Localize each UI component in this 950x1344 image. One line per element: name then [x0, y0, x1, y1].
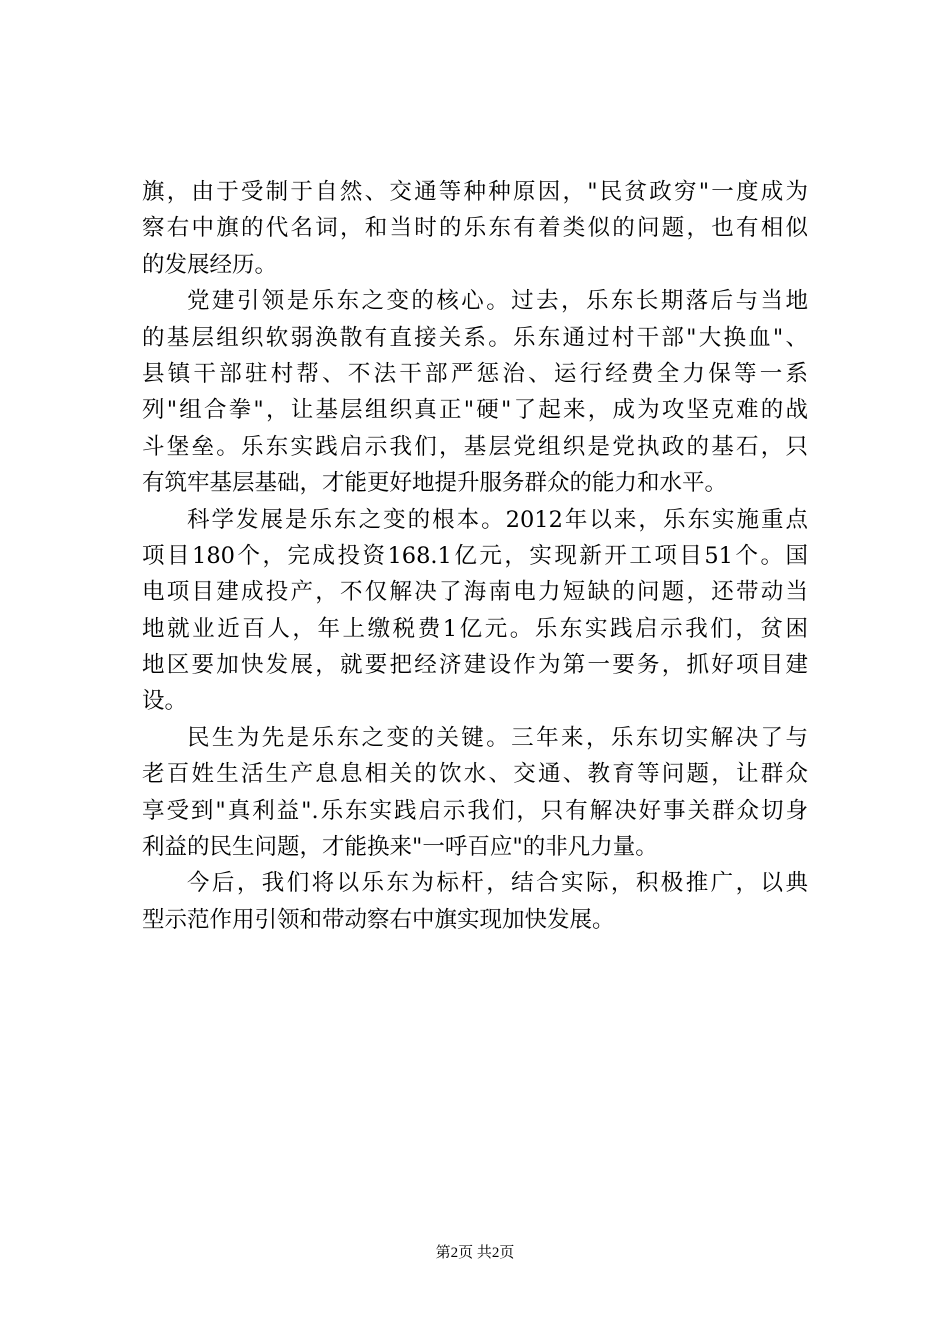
text-line: 旗，由于受制于自然、交通等种种原因，"民贫政穷"一度成为	[142, 179, 808, 205]
text-line: 地就业近百人，年上缴税费1亿元。乐东实践启示我们，贫困	[142, 615, 808, 642]
text-line: 斗堡垒。乐东实践启示我们，基层党组织是党执政的基石，只	[142, 433, 808, 460]
text-line: 的发展经历。	[142, 251, 278, 278]
text-line: 列"组合拳"，让基层组织真正"硬"了起来，成为攻坚克难的战	[142, 397, 808, 424]
text-line: 享受到"真利益".乐东实践启示我们，只有解决好事关群众切身	[142, 797, 808, 824]
text-line: 老百姓生活生产息息相关的饮水、交通、教育等问题，让群众	[142, 761, 808, 788]
document-body	[142, 174, 808, 938]
text-line: 电项目建成投产，不仅解决了海南电力短缺的问题，还带动当	[142, 579, 808, 606]
page-number-footer: 第2页 共2页	[435, 1245, 515, 1261]
text-line: 察右中旗的代名词，和当时的乐东有着类似的问题，也有相似	[142, 215, 808, 242]
text-line: 地区要加快发展，就要把经济建设作为第一要务，抓好项目建	[142, 652, 808, 679]
text-line: 县镇干部驻村帮、不法干部严惩治、运行经费全力保等一系	[142, 360, 808, 387]
paragraph-start-line: 党建引领是乐东之变的核心。过去，乐东长期落后与当地	[187, 288, 808, 315]
paragraph-start-line: 今后，我们将以乐东为标杆，结合实际，积极推广，以典	[187, 870, 808, 897]
text-line: 型示范作用引领和带动察右中旗实现加快发展。	[142, 906, 615, 933]
text-line: 设。	[142, 688, 188, 715]
text-line: 有筑牢基层基础，才能更好地提升服务群众的能力和水平。	[142, 470, 728, 497]
paragraph-start-line: 民生为先是乐东之变的关键。三年来，乐东切实解决了与	[187, 724, 808, 751]
text-line: 的基层组织软弱涣散有直接关系。乐东通过村干部"大换血"、	[142, 324, 808, 351]
text-line: 利益的民生问题，才能换来"一呼百应"的非凡力量。	[142, 834, 658, 861]
text-line: 项目180个，完成投资168.1亿元，实现新开工项目51个。国	[142, 542, 808, 569]
paragraph-start-line: 科学发展是乐东之变的根本。2012年以来，乐东实施重点	[187, 506, 808, 533]
